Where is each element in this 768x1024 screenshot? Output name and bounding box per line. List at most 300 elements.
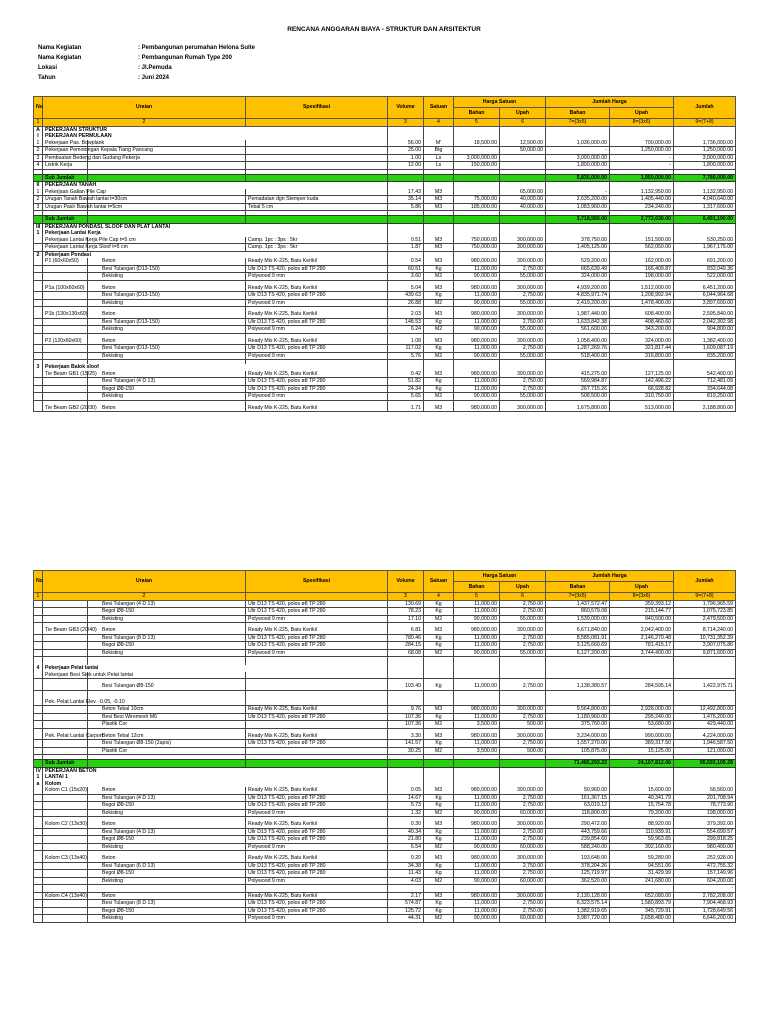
cell [546,182,610,189]
cell [388,223,424,230]
section-title: PEKERJAAN TANAH [43,182,388,189]
unit-price-labor [500,699,546,706]
table-row [34,196,736,204]
total-labor: 2,146,270.48 [610,634,674,642]
info-label: Nama Kegiatan [38,55,82,61]
total-material: 1,058,400.00 [546,338,610,345]
unit-price-material: 11,000.00 [454,683,500,690]
document-title: RENCANA ANGGARAN BIAYA - STRUKTUR DAN ARSITEKTUR [287,26,481,33]
item-spec: Ulir D13 TS 420, polos ø8 TP 280 [246,378,388,386]
item-spec: Ulir D13 TS 420, polos ø8 TP 280 [246,608,388,616]
item-volume: 34.38 [388,862,424,870]
col-satuan-header: Satuan [424,97,454,119]
unit-price-labor: 300,000.00 [500,237,546,244]
unit-price-labor: 2,750.00 [500,802,546,810]
total-amount: 1,800,000.00 [674,162,736,170]
item-unit: M3 [424,821,454,828]
unit-price-material: 980,000.00 [454,787,500,794]
item-unit [424,760,454,768]
total-material: 3,000,000.00 [546,154,610,162]
item-component [88,174,246,182]
item-spec: Polywood 9 mm [246,809,388,817]
total-amount: 4,224,000.00 [674,733,736,740]
item-component: Beton [88,821,246,828]
item-unit: M3 [424,855,454,862]
item-component: Besi Tulangan (4 D 13) [88,600,246,608]
item-component: Besi Tulangan (6 D 13) [88,862,246,870]
table-row [34,318,736,326]
item-spec [246,147,388,155]
item-component: Beton [88,627,246,634]
unit-price-material: 980,000.00 [454,892,500,900]
table-row [34,326,736,334]
table-row [34,140,736,147]
item-name [43,318,88,326]
col-upah-header: Upah [610,582,674,593]
item-unit: M3 [424,405,454,412]
unit-price-labor: 40,000.00 [500,203,546,211]
total-labor: 1,132,950.00 [610,189,674,196]
unit-price-material: 11,000.00 [454,600,500,608]
total-labor: 345,729.91 [610,907,674,915]
item-unit [424,699,454,706]
unit-price-labor: 500.00 [500,747,546,755]
unit-price-labor: 60,000.00 [500,915,546,923]
unit-price-material: 980,000.00 [454,405,500,412]
item-component: Beton [88,311,246,318]
table-row [34,747,736,755]
item-name [43,915,88,923]
item-name [43,706,88,714]
item-spec: Ready Mix K-225, Batu Kerikil [246,892,388,900]
unit-price-labor: 2,750.00 [500,870,546,878]
unit-price-material: 11,000.00 [454,642,500,650]
cell [454,182,500,189]
total-labor: 389,317.50 [610,740,674,748]
column-index-row [34,119,736,127]
item-unit: M2 [424,877,454,885]
unit-price-labor: 55,000.00 [500,393,546,401]
item-component: Beton [88,405,246,412]
item-unit: Kg [424,292,454,300]
item-unit: Kg [424,828,454,836]
unit-price-labor: 2,750.00 [500,836,546,844]
row-number [34,828,43,836]
row-number [34,821,43,828]
cell [424,223,454,230]
section-title: PEKERJAAN BETON [43,767,388,774]
cell [454,251,500,258]
total-labor: 15,600.00 [610,787,674,794]
unit-price-labor: 300,000.00 [500,371,546,378]
unit-price-material: 980,000.00 [454,855,500,862]
total-amount: 9,871,600.00 [674,649,736,657]
unit-price-material: 11,000.00 [454,345,500,353]
total-amount: 10,731,352.39 [674,634,736,642]
total-amount: 299,818.25 [674,836,736,844]
unit-price-material: 980,000.00 [454,285,500,292]
item-spec: Camp. 1pc : 3ps : 5kr [246,244,388,252]
item-volume: 5.04 [388,285,424,292]
item-component: Begol Ø8-150 [88,870,246,878]
item-unit: Kg [424,265,454,273]
section-row [34,126,736,133]
item-component: Besi Tulangan (8 D 13) [88,900,246,908]
cell [674,767,736,774]
item-spec [246,721,388,729]
table-row [34,615,736,623]
item-volume: 0.05 [388,787,424,794]
total-material: 125,719.97 [546,870,610,878]
item-unit: Kg [424,907,454,915]
total-material: 362,520.00 [546,877,610,885]
item-component: Besi Tulangan (D13-150) [88,318,246,326]
total-material: 1,675,800.00 [546,405,610,412]
item-name: Kolom C1 (15x20) [43,787,88,794]
item-unit: M3 [424,371,454,378]
item-name [43,345,88,353]
subtotal-row [34,760,736,768]
item-volume: 117.02 [388,345,424,353]
header-row [34,97,736,108]
item-volume: 5.65 [388,393,424,401]
table-row [34,285,736,292]
unit-price-labor [500,672,546,679]
unit-price-labor: 2,750.00 [500,794,546,802]
total-material: 193,648.00 [546,855,610,862]
total-labor: 162,000.00 [610,258,674,265]
total-amount: 3,897,600.00 [674,299,736,307]
row-number [34,721,43,729]
item-volume: 1.71 [388,405,424,412]
item-name [43,877,88,885]
item-name [43,828,88,836]
total-material: 4,939,200.00 [546,285,610,292]
table-row [34,907,736,915]
unit-price-material [454,699,500,706]
item-component: Besi Tulangan (D13-150) [88,345,246,353]
table-row [34,699,736,706]
item-unit: M3 [424,892,454,900]
unit-price-material: 750,000.00 [454,244,500,252]
item-unit: Kg [424,683,454,690]
info-value: : Juni 2024 [138,75,170,81]
total-amount: 554,699.57 [674,828,736,836]
table-row [34,862,736,870]
item-volume: 1.87 [388,244,424,252]
index-cell: 9=(7+8) [674,119,736,127]
table-row [34,338,736,345]
item-name [43,885,88,893]
section-number: 3 [34,364,43,371]
item-volume: 3.30 [388,733,424,740]
unit-price-labor [500,162,546,170]
table-row [34,821,736,828]
item-component: Bekisting [88,352,246,360]
section-number: a [34,781,43,788]
item-unit [424,216,454,224]
section-row [34,251,736,258]
index-cell: 3 [388,593,424,601]
item-spec: Ulir D13 TS 420, polos ø8 TP 280 [246,862,388,870]
total-amount: 1,132,950.00 [674,189,736,196]
item-volume: 17.10 [388,615,424,623]
row-number [34,216,43,224]
item-unit: M2 [424,393,454,401]
item-component: Beton Tebal 12cm [88,733,246,740]
item-unit: Ls [424,154,454,162]
total-amount: 252,928.00 [674,855,736,862]
row-number: 3 [34,154,43,162]
total-amount: 472,755.32 [674,862,736,870]
unit-price-labor: 300,000.00 [500,855,546,862]
item-unit: M2 [424,747,454,755]
total-amount: 8,714,240.00 [674,627,736,634]
item-name: P1b (130x130x60) [43,311,88,318]
cell [454,767,500,774]
total-labor: - [610,162,674,170]
row-number [34,258,43,265]
total-labor: 1,208,992.94 [610,292,674,300]
item-unit: M3 [424,203,454,211]
item-unit: Kg [424,836,454,844]
total-amount: 2,595,840.00 [674,311,736,318]
item-component: Bekisting [88,877,246,885]
total-labor: 2,928,000.00 [610,706,674,714]
item-name: Kolom C4 (13x40) [43,892,88,900]
total-labor: 31,429.99 [610,870,674,878]
info-line [38,45,255,51]
col-upah-header: Upah [500,108,546,119]
total-material: 378,750.00 [546,237,610,244]
total-amount: 2,479,500.00 [674,615,736,623]
total-material: 569,984.87 [546,378,610,386]
table-row [34,292,736,300]
item-unit: Kg [424,608,454,616]
table-row [34,371,736,378]
item-unit: M2 [424,721,454,729]
item-volume: 25.00 [388,147,424,155]
total-material: 1,138,380.57 [546,683,610,690]
total-labor: 15,125.00 [610,747,674,755]
item-spec: Tebal 5 cm [246,203,388,211]
total-amount: 1,382,400.00 [674,338,736,345]
total-labor: 700,000.00 [610,140,674,147]
total-amount: 522,000.00 [674,273,736,281]
item-name: Pekerjaan Lantai Kerja Sloof t=5 cm [43,244,88,252]
item-spec [246,760,388,768]
unit-price-material: 11,000.00 [454,828,500,836]
unit-price-material: 11,000.00 [454,802,500,810]
item-spec: Polywood 9 mm [246,326,388,334]
item-unit: Kg [424,600,454,608]
item-volume: 14.67 [388,794,424,802]
total-labor: 513,000.00 [610,405,674,412]
item-name [43,794,88,802]
item-component [88,760,246,768]
col-bahan-header: Bahan [546,108,610,119]
total-material: 378,204.26 [546,862,610,870]
total-material: 3,987,720.00 [546,915,610,923]
total-material: 239,854.60 [546,836,610,844]
row-number: 3 [34,203,43,211]
row-number [34,318,43,326]
unit-price-labor: 55,000.00 [500,615,546,623]
section-title: Pekerjaan Balok sloof [43,364,388,371]
item-spec: Ulir D13 TS 420, polos ø8 TP 280 [246,740,388,748]
item-name: Pekerjaan Lantai Kerja Pile Cap t=5 cm [43,237,88,244]
section-number: 1 [34,774,43,781]
index-cell: 2 [43,119,246,127]
item-name [43,683,88,690]
unit-price-labor: 2,750.00 [500,378,546,386]
unit-price-labor: 60,000.00 [500,843,546,851]
section-title: PEKERJAAN STRUKTUR [43,126,388,133]
unit-price-material: 980,000.00 [454,733,500,740]
col-volume-header: Volume [388,571,424,593]
table-row [34,299,736,307]
total-material: 860,579.08 [546,608,610,616]
total-amount: 819,250.00 [674,393,736,401]
total-amount: 78,773.90 [674,802,736,810]
info-value: : Jl.Pemuda [138,65,172,71]
item-spec: Pemadatan dgn Stemper kuda [246,196,388,204]
table-row [34,683,736,690]
index-cell: 4 [424,119,454,127]
unit-price-labor [500,174,546,182]
total-material: 3,234,000.00 [546,733,610,740]
item-spec: Ulir D13 TS 420, polos ø8 TP 280 [246,802,388,810]
unit-price-labor: 65,000.00 [500,189,546,196]
table-row [34,649,736,657]
item-spec: Ready Mix K-225, Batu Kerikil [246,733,388,740]
total-labor: 24,107,812.06 [610,760,674,768]
col-jumlah-header: Jumlah [674,97,736,119]
table-row [34,203,736,211]
item-component: Beton Tebal 10cm [88,706,246,714]
item-unit [424,672,454,679]
total-amount: 1,476,200.00 [674,713,736,721]
item-name [43,802,88,810]
unit-price-labor: 300,000.00 [500,405,546,412]
total-amount: 1,796,965.59 [674,600,736,608]
total-material: 118,800.00 [546,809,610,817]
item-name [43,292,88,300]
item-spec: Ready Mix K-225, Batu Kerikil [246,285,388,292]
index-cell: 1 [34,593,43,601]
total-amount: 1,946,587.50 [674,740,736,748]
budget-table-1 [33,96,736,412]
item-spec: Camp. 1pc : 3ps : 5kr [246,237,388,244]
cell [500,223,546,230]
row-number [34,836,43,844]
total-labor: 110,939.91 [610,828,674,836]
item-spec: Ulir D13 TS 420, polos ø8 TP 280 [246,713,388,721]
item-volume: 40.34 [388,828,424,836]
section-number: II [34,182,43,189]
row-number [34,900,43,908]
item-unit: M2 [424,352,454,360]
item-unit: M3 [424,237,454,244]
total-labor: 215,144.77 [610,608,674,616]
row-number [34,649,43,657]
total-labor: 1,580,893.79 [610,900,674,908]
item-spec: Ready Mix K-225, Batu Kerikil [246,258,388,265]
row-number [34,855,43,862]
info-line [38,65,172,71]
item-spec: Ready Mix K-225, Batu Kerikil [246,405,388,412]
item-unit: Kg [424,900,454,908]
item-unit: Kg [424,794,454,802]
row-number [34,862,43,870]
item-volume [388,885,424,893]
item-component: Bekisting [88,326,246,334]
row-number [34,713,43,721]
total-material: - [546,147,610,155]
item-volume: 56.00 [388,140,424,147]
item-name: Kolom C2 (13x30) [43,821,88,828]
item-spec: Ulir D13 TS 420, polos ø8 TP 280 [246,642,388,650]
row-number [34,699,43,706]
row-number [34,672,43,679]
item-unit: M2 [424,809,454,817]
info-line [38,55,232,61]
row-number [34,892,43,900]
unit-price-labor: 2,750.00 [500,740,546,748]
section-number: III [34,223,43,230]
item-volume: 107.36 [388,721,424,729]
item-spec: Ulir D13 TS 420, polos ø8 TP 280 [246,318,388,326]
item-spec: Ready Mix K-225, Batu Kerikil [246,311,388,318]
item-component: Bekisting [88,393,246,401]
section-row [34,767,736,774]
item-unit: M3 [424,244,454,252]
col-satuan-header: Satuan [424,571,454,593]
unit-price-material: 980,000.00 [454,371,500,378]
table-row [34,162,736,170]
item-volume: 6.81 [388,627,424,634]
item-name: Kolom C3 (13x40) [43,855,88,862]
unit-price-labor: 2,750.00 [500,385,546,393]
col-uraian-header: Uraian [43,97,246,119]
item-volume: 148.53 [388,318,424,326]
item-unit: Kg [424,740,454,748]
index-cell [246,593,388,601]
item-name: Pek. Pelat Lantai Carport [43,733,88,740]
unit-price-labor: 300,000.00 [500,733,546,740]
unit-price-material: 75,000.00 [454,196,500,204]
item-spec: Polywood 9 mm [246,352,388,360]
item-unit [424,174,454,182]
col-uraian-header: Uraian [43,571,246,593]
unit-price-material [454,672,500,679]
item-spec [246,747,388,755]
item-volume: 21.80 [388,836,424,844]
total-amount: 3,907,075.86 [674,642,736,650]
item-spec: Polywood 9 mm [246,273,388,281]
item-volume [388,760,424,768]
total-material: 518,400.00 [546,352,610,360]
item-volume: 78.23 [388,608,424,616]
table-row [34,802,736,810]
total-material: 1,180,960.00 [546,713,610,721]
total-amount: 712,481.09 [674,378,736,386]
item-name [43,615,88,623]
unit-price-material [454,760,500,768]
total-labor: 88,920.00 [610,821,674,828]
unit-price-labor: 55,000.00 [500,352,546,360]
cell [388,182,424,189]
